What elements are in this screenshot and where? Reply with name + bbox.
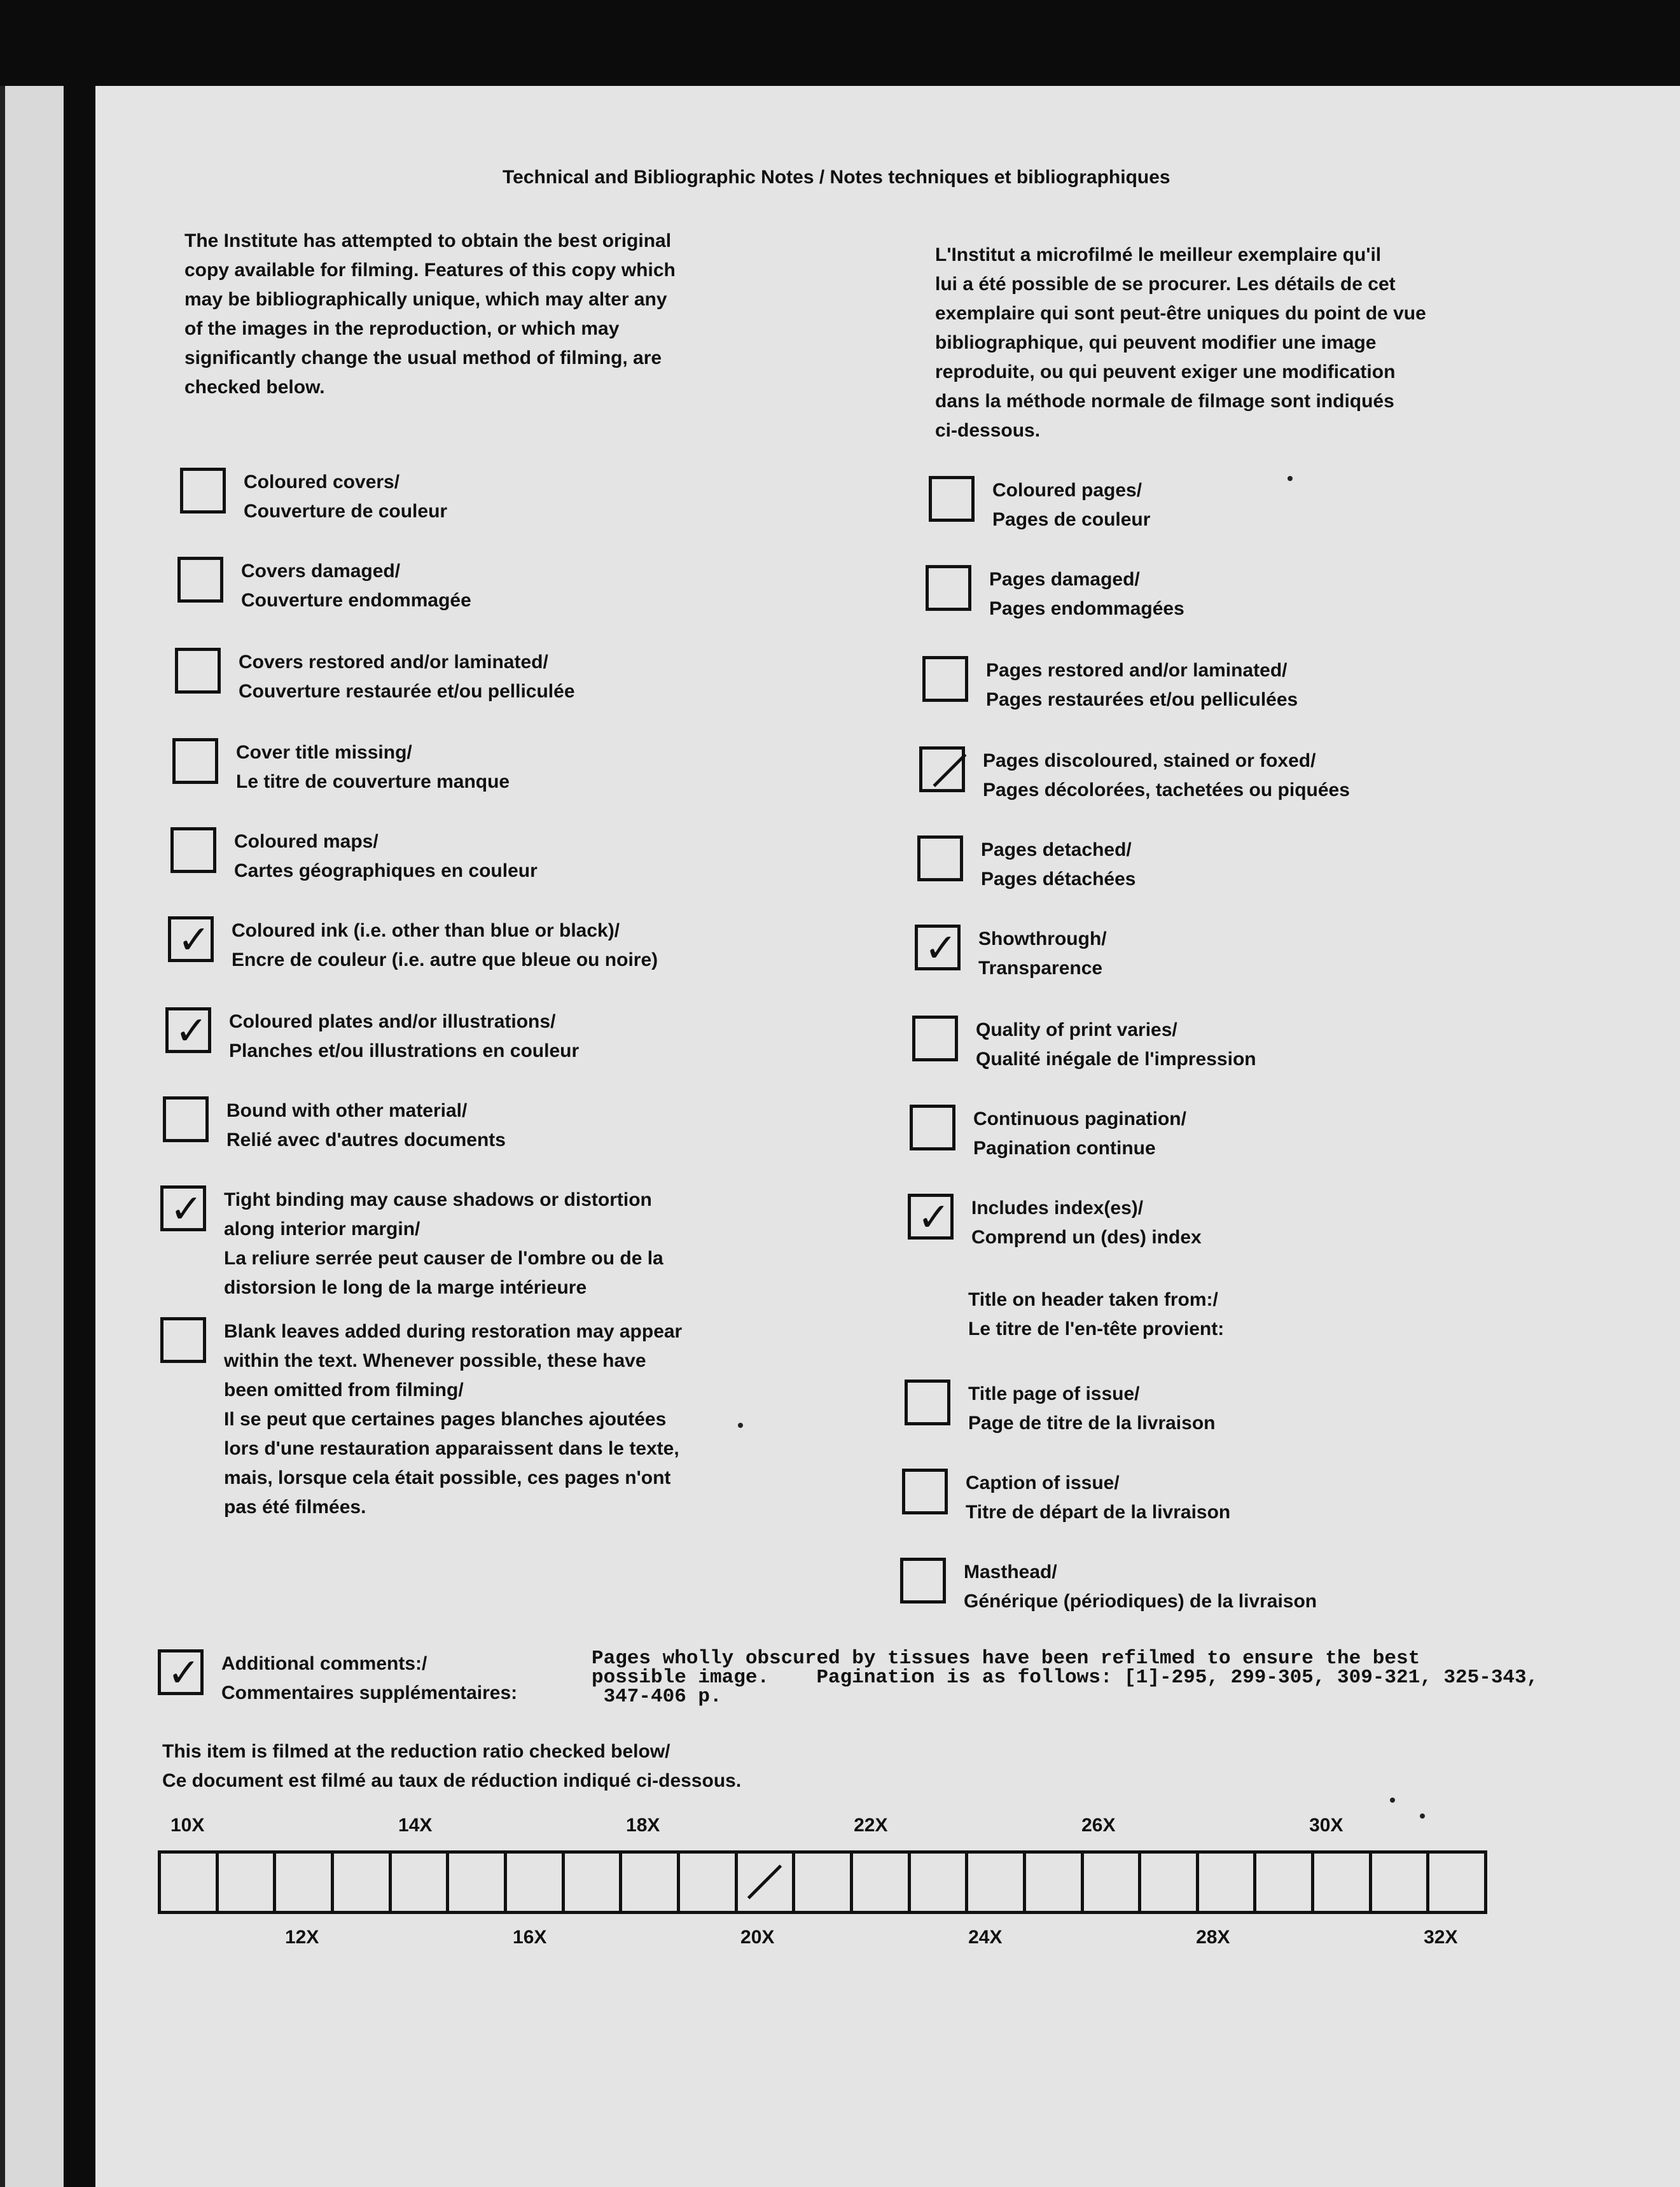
right-option-label: Includes index(es)/ Comprend un (des) index xyxy=(971,1198,1202,1248)
right-option-checkbox[interactable] xyxy=(912,1016,958,1061)
right-option-checkbox[interactable] xyxy=(919,746,965,792)
ratio-cell[interactable] xyxy=(680,1854,738,1911)
right-option-label: Pages damaged/ Pages endommagées xyxy=(989,569,1184,619)
ratio-cell[interactable] xyxy=(1314,1854,1372,1911)
comments-checkbox[interactable] xyxy=(158,1649,204,1695)
issue-option-label: Caption of issue/ Titre de départ de la livraison xyxy=(966,1472,1231,1523)
left-option-checkbox[interactable] xyxy=(172,738,218,784)
right-option-label: Quality of print varies/ Qualité inégale de l'impression xyxy=(976,1019,1256,1070)
right-option-checkbox[interactable] xyxy=(922,656,968,702)
left-option-label: Bound with other material/ Relié avec d'autres documents xyxy=(226,1100,506,1150)
ratio-cell[interactable] xyxy=(276,1854,334,1911)
right-option-checkbox[interactable] xyxy=(915,925,961,970)
right-option-checkbox[interactable] xyxy=(929,476,975,522)
ratio-cell[interactable] xyxy=(795,1854,853,1911)
scale-label: 14X xyxy=(398,1815,433,1836)
left-option-label: Blank leaves added during restoration may appear within the text. Whenever possible, these have been omitted from filming/ Il se peut que certaines pages blanches ajoutées lors d'une restauration apparaissent dans le texte, mais, lorsque cela était possible, ces pages n'ont pas été filmées. xyxy=(224,1321,683,1518)
right-option-label: Continuous pagination/ Pagination continue xyxy=(973,1108,1186,1159)
left-option-checkbox[interactable] xyxy=(160,1185,206,1231)
right-option-checkbox[interactable] xyxy=(917,835,963,881)
ratio-cell[interactable] xyxy=(1429,1854,1484,1911)
issue-option-checkbox[interactable] xyxy=(900,1558,946,1604)
left-option-label: Coloured plates and/or illustrations/ Planches et/ou illustrations en couleur xyxy=(229,1011,580,1061)
left-option-checkbox[interactable] xyxy=(168,916,214,962)
ratio-cell[interactable] xyxy=(911,1854,969,1911)
dust-speck xyxy=(1420,1813,1425,1819)
left-option-checkbox[interactable] xyxy=(175,648,221,694)
intro-english: The Institute has attempted to obtain the best original copy available for filming. Features of this copy which may be bibliographically unique, which may alter any of the images in the reproduction, or which may significantly change the usual method of filming, are checked below. xyxy=(184,230,676,398)
scale-label: 28X xyxy=(1196,1927,1230,1948)
left-option-label: Covers damaged/ Couverture endommagée xyxy=(241,561,471,611)
left-option-label: Covers restored and/or laminated/ Couverture restaurée et/ou pelliculée xyxy=(239,652,575,702)
left-option-label: Tight binding may cause shadows or distortion along interior margin/ La reliure serrée peut causer de l'ombre ou de la distorsion le long de la marge intérieure xyxy=(224,1189,663,1298)
scale-label: 22X xyxy=(854,1815,888,1836)
left-option-label: Coloured ink (i.e. other than blue or black)/ Encre de couleur (i.e. autre que bleue ou noire) xyxy=(232,920,658,970)
left-option-checkbox[interactable] xyxy=(177,557,223,603)
ratio-cell[interactable] xyxy=(507,1854,565,1911)
scale-label: 20X xyxy=(740,1927,775,1948)
right-option-label: Showthrough/ Transparence xyxy=(978,928,1107,979)
ratio-cell[interactable] xyxy=(161,1854,219,1911)
ratio-cell[interactable] xyxy=(853,1854,911,1911)
left-option-checkbox[interactable] xyxy=(180,468,226,514)
comments-text: Pages wholly obscured by tissues have been refilmed to ensure the best possible image. Pagination is as follows: [1]-295, 299-305, 309-321, 325-343, 347-406 p. xyxy=(592,1647,1539,1708)
intro-french: L'Institut a microfilmé le meilleur exemplaire qu'il lui a été possible de se procurer. Les détails de cet exemplaire qui sont peut-être uniques du point de vue bibliographique, qui peuvent modifier une image reproduite, ou qui peuvent exiger une modification dans la méthode normale de filmage sont indiqués ci-dessous. xyxy=(935,244,1426,441)
ratio-cell[interactable] xyxy=(1199,1854,1257,1911)
ratio-cell[interactable] xyxy=(1084,1854,1142,1911)
ratio-cell[interactable] xyxy=(392,1854,450,1911)
dust-speck xyxy=(738,1423,743,1428)
left-option-label: Coloured maps/ Cartes géographiques en couleur xyxy=(234,831,538,881)
ratio-cell[interactable] xyxy=(738,1854,796,1911)
right-option-checkbox[interactable] xyxy=(908,1194,954,1240)
page-shadow xyxy=(0,86,5,2187)
right-option-label: Coloured pages/ Pages de couleur xyxy=(992,480,1151,530)
right-option-checkbox[interactable] xyxy=(910,1105,955,1150)
ratio-cell[interactable] xyxy=(1372,1854,1430,1911)
dust-speck xyxy=(1390,1798,1395,1803)
left-option-label: Coloured covers/ Couverture de couleur xyxy=(244,472,448,522)
scale-label: 26X xyxy=(1081,1815,1116,1836)
left-option-checkbox[interactable] xyxy=(165,1007,211,1053)
ratio-cell[interactable] xyxy=(219,1854,277,1911)
reduction-ratio-grid xyxy=(158,1850,1487,1914)
ratio-cell[interactable] xyxy=(1141,1854,1199,1911)
right-option-checkbox[interactable] xyxy=(926,565,971,611)
ratio-cell[interactable] xyxy=(1026,1854,1084,1911)
left-option-label: Cover title missing/ Le titre de couverture manque xyxy=(236,742,510,792)
scale-label: 18X xyxy=(626,1815,660,1836)
left-option-checkbox[interactable] xyxy=(160,1317,206,1363)
ratio-cell[interactable] xyxy=(565,1854,623,1911)
issue-option-label: Title page of issue/ Page de titre de la livraison xyxy=(968,1383,1216,1434)
scale-label: 16X xyxy=(513,1927,547,1948)
left-option-checkbox[interactable] xyxy=(163,1096,209,1142)
issue-option-checkbox[interactable] xyxy=(902,1469,948,1514)
ratio-cell[interactable] xyxy=(968,1854,1026,1911)
ratio-cell[interactable] xyxy=(334,1854,392,1911)
right-option-label: Pages restored and/or laminated/ Pages restaurées et/ou pelliculées xyxy=(986,660,1298,710)
right-option-label: Pages discoloured, stained or foxed/ Pages décolorées, tachetées ou piquées xyxy=(983,750,1350,800)
scale-label: 10X xyxy=(170,1815,205,1836)
ratio-cell[interactable] xyxy=(449,1854,507,1911)
reduction-ratio-note: This item is filmed at the reduction ratio checked below/ Ce document est filmé au taux de réduction indiqué ci-dessous. xyxy=(162,1741,742,1791)
scale-label: 12X xyxy=(285,1927,319,1948)
scale-label: 32X xyxy=(1424,1927,1458,1948)
left-option-checkbox[interactable] xyxy=(170,827,216,873)
right-option-label: Pages detached/ Pages détachées xyxy=(981,839,1136,890)
dust-speck xyxy=(1288,476,1293,481)
issue-option-label: Masthead/ Générique (périodiques) de la livraison xyxy=(964,1562,1317,1612)
issue-option-checkbox[interactable] xyxy=(905,1380,950,1425)
scale-label: 30X xyxy=(1309,1815,1343,1836)
scale-label: 24X xyxy=(968,1927,1003,1948)
previous-page-edge xyxy=(0,86,64,2187)
page-title: Technical and Bibliographic Notes / Notes techniques et bibliographiques xyxy=(503,167,1170,188)
ratio-cell[interactable] xyxy=(622,1854,680,1911)
ratio-cell[interactable] xyxy=(1256,1854,1314,1911)
header-source-note: Title on header taken from:/ Le titre de l'en-tête provient: xyxy=(968,1289,1225,1339)
